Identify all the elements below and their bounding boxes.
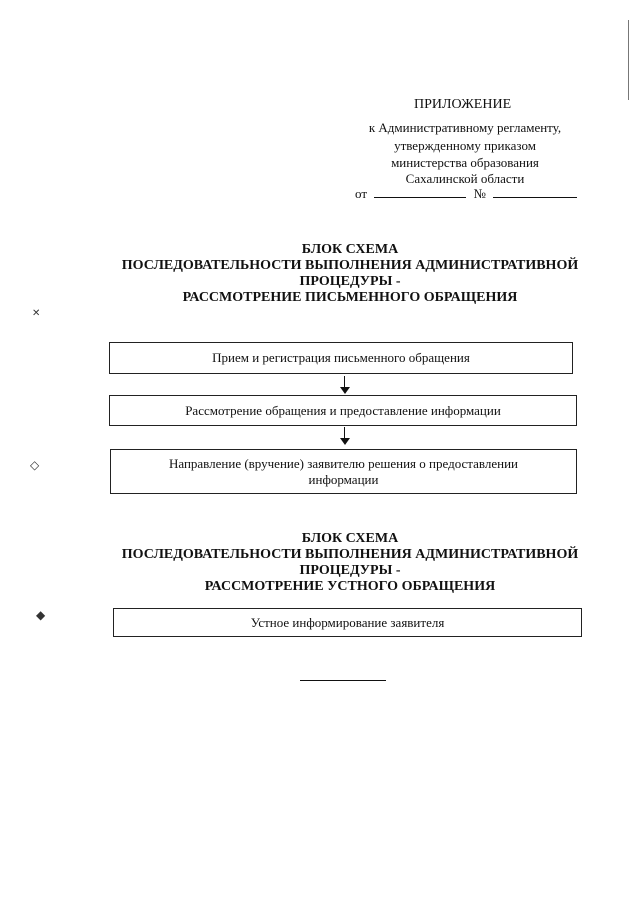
appendix-title: ПРИЛОЖЕНИЕ: [414, 97, 512, 112]
number-blank: [493, 186, 577, 198]
appendix-line: утвержденному приказом: [394, 138, 536, 153]
down-arrow-icon: [340, 376, 350, 394]
end-divider: [300, 680, 386, 681]
date-number-row: [355, 186, 577, 202]
date-prefix: от: [355, 186, 368, 201]
scan-mark: ✕: [32, 308, 41, 319]
scan-edge-line: [628, 20, 629, 100]
appendix-line: министерства образования: [391, 155, 539, 170]
heading-line: РАССМОТРЕНИЕ УСТНОГО ОБРАЩЕНИЯ: [204, 579, 496, 594]
heading-line: БЛОК СХЕМА: [301, 531, 399, 546]
date-blank: [374, 186, 466, 198]
heading-line: ПОСЛЕДОВАТЕЛЬНОСТИ ВЫПОЛНЕНИЯ АДМИНИСТРАТИВНОЙ: [121, 547, 579, 562]
flow-step-delivery: Направление (вручение) заявителю решения о предоставлении информации: [110, 449, 577, 494]
appendix-line: Сахалинской области: [405, 171, 525, 186]
number-sign: №: [473, 186, 486, 201]
heading-line: ПРОЦЕДУРЫ -: [299, 563, 401, 578]
heading-line: ПРОЦЕДУРЫ -: [299, 274, 401, 289]
scan-mark: ◆: [36, 608, 46, 622]
section2-heading: [60, 531, 640, 595]
appendix-line: к Административному регламенту,: [368, 120, 562, 135]
down-arrow-icon: [340, 427, 350, 445]
flow-step-review: Рассмотрение обращения и предоставление информации: [109, 395, 577, 426]
heading-line: ПОСЛЕДОВАТЕЛЬНОСТИ ВЫПОЛНЕНИЯ АДМИНИСТРАТИВНОЙ: [121, 258, 579, 273]
heading-line: БЛОК СХЕМА: [301, 242, 399, 257]
heading-line: РАССМОТРЕНИЕ ПИСЬМЕННОГО ОБРАЩЕНИЯ: [182, 290, 518, 305]
scan-mark: ◇: [30, 458, 40, 472]
flow-step-reception: Прием и регистрация письменного обращения: [109, 342, 573, 374]
section1-heading: [60, 242, 640, 306]
flow-step-oral-info: Устное информирование заявителя: [113, 608, 582, 637]
